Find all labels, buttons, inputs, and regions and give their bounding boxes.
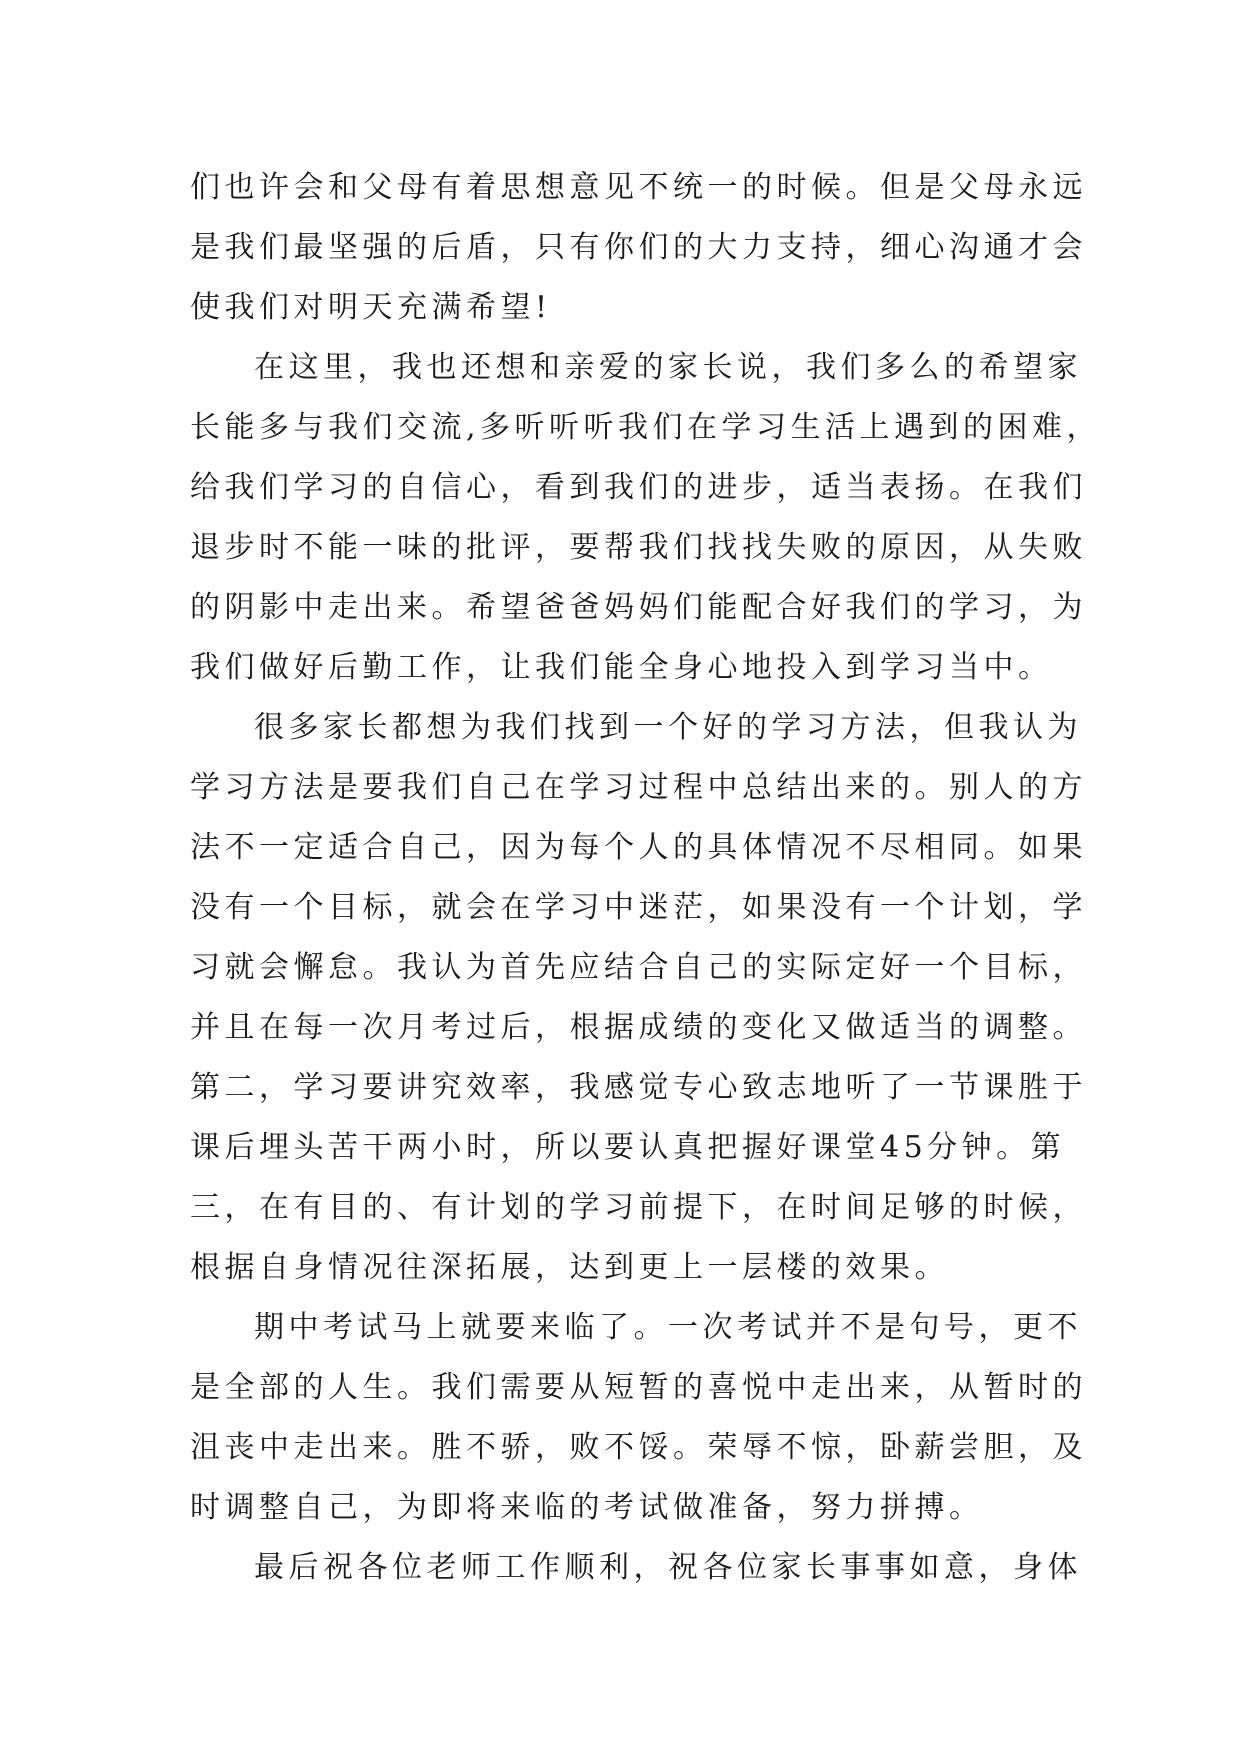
text-line: 第二，学习要讲究效率，我感觉专心致志地听了一节课胜于 (190, 1070, 1087, 1105)
text-line: 是我们最坚强的后盾，只有你们的大力支持，细心沟通才会 (190, 230, 1087, 265)
text-line: 们也许会和父母有着思想意见不统一的时候。但是父母永远 (190, 170, 1087, 205)
text-line: 退步时不能一味的批评，要帮我们找找失败的原因，从失败 (190, 530, 1087, 565)
text-line: 法不一定适合自己，因为每个人的具体情况不尽相同。如果 (190, 830, 1087, 865)
text-line: 长能多与我们交流,多听听听我们在学习生活上遇到的困难， (190, 410, 1102, 445)
paragraph-first-line: 最后祝各位老师工作顺利，祝各位家长事事如意，身体 (254, 1550, 1082, 1585)
paragraph-first-line: 期中考试马上就要来临了。一次考试并不是句号，更不 (254, 1310, 1082, 1345)
text-line: 习就会懈怠。我认为首先应结合自己的实际定好一个目标， (190, 950, 1087, 985)
text-line: 根据自身情况往深拓展，达到更上一层楼的效果。 (190, 1250, 949, 1285)
text-line: 学习方法是要我们自己在学习过程中总结出来的。别人的方 (190, 770, 1087, 805)
text-line: 时调整自己，为即将来临的考试做准备，努力拼搏。 (190, 1490, 984, 1525)
text-line: 三，在有目的、有计划的学习前提下，在时间足够的时候， (190, 1190, 1087, 1225)
text-line: 是全部的人生。我们需要从短暂的喜悦中走出来，从暂时的 (190, 1370, 1087, 1405)
body-text (190, 158, 1102, 1598)
text-line: 沮丧中走出来。胜不骄，败不馁。荣辱不惊，卧薪尝胆，及 (190, 1430, 1087, 1465)
text-line: 给我们学习的自信心，看到我们的进步，适当表扬。在我们 (190, 470, 1087, 505)
paragraph-first-line: 在这里，我也还想和亲爱的家长说，我们多么的希望家 (254, 350, 1082, 385)
text-line: 并且在每一次月考过后，根据成绩的变化又做适当的调整。 (190, 1010, 1087, 1045)
text-line: 使我们对明天充满希望! (190, 290, 552, 325)
text-line: 的阴影中走出来。希望爸爸妈妈们能配合好我们的学习，为 (190, 590, 1087, 625)
text-line: 没有一个目标，就会在学习中迷茫，如果没有一个计划，学 (190, 890, 1087, 925)
text-line: 课后埋头苦干两小时，所以要认真把握好课堂45分钟。第 (190, 1130, 1066, 1165)
paragraph-first-line: 很多家长都想为我们找到一个好的学习方法，但我认为 (254, 710, 1082, 745)
text-line: 我们做好后勤工作，让我们能全身心地投入到学习当中。 (190, 650, 1053, 685)
